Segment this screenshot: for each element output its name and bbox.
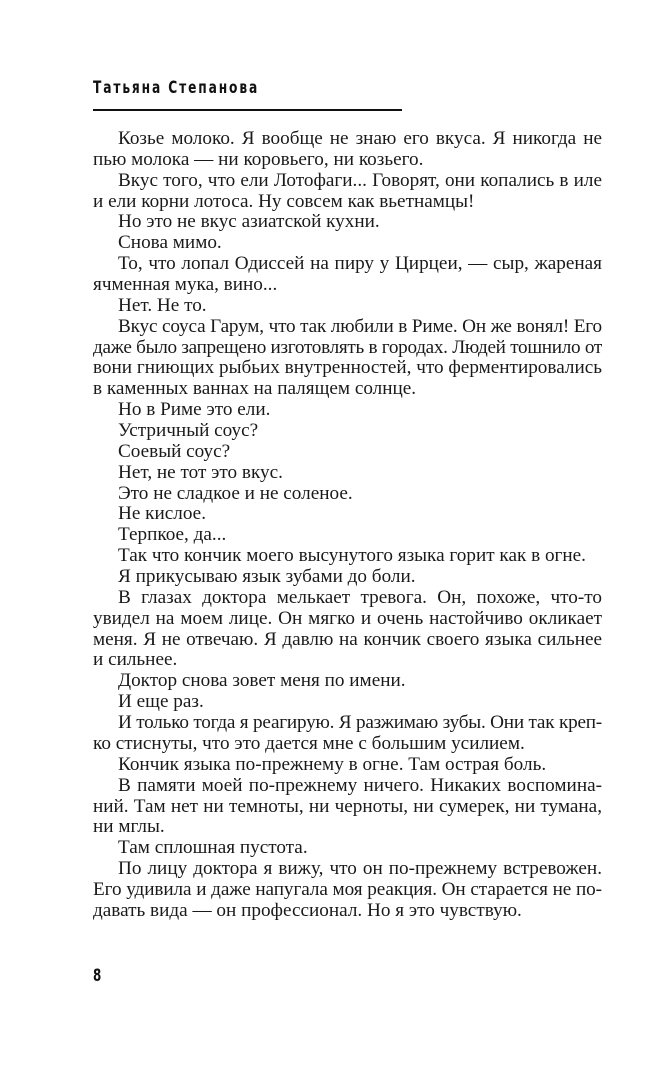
paragraph: [93, 859, 602, 922]
text-line: Нет. Не то.: [118, 294, 207, 316]
text-line: ни мглы.: [93, 816, 165, 838]
text-line-row: [93, 338, 602, 359]
text-line: Устричный соус?: [118, 420, 259, 442]
text-line-row: [93, 504, 602, 525]
text-line-row: [93, 421, 602, 442]
header-rule: [93, 109, 402, 111]
text-line: Доктор снова зовет меня по имени.: [118, 670, 406, 692]
paragraph: [93, 525, 602, 546]
text-line: Кончик языка по-прежнему в огне. Там острая боль.: [118, 753, 547, 775]
text-line: увидел на моем лице. Он мягко и очень настойчиво окликает: [93, 607, 602, 629]
text-line: Его удивила и даже напугала моя реакция. Он старается не по-: [93, 878, 602, 900]
paragraph: [93, 212, 602, 233]
text-line-row: [93, 379, 602, 400]
paragraph: [93, 713, 602, 755]
text-line: Козье молоко. Я вообще не знаю его вкуса. Я никогда не: [118, 128, 602, 149]
page-body: [93, 129, 602, 922]
text-line: ко стиснуты, что это дается мне с большим усилием.: [93, 732, 525, 754]
text-line-row: [93, 734, 602, 755]
text-line-row: [93, 901, 602, 922]
text-line: Это не сладкое и не соленое.: [118, 482, 353, 504]
text-line-row: [93, 484, 602, 505]
text-line: меня. Я не отвечаю. Я давлю на кончик своего языка сильнее: [93, 628, 602, 650]
text-line-row: [93, 755, 602, 776]
paragraph: [93, 233, 602, 254]
text-line-row: [93, 129, 602, 150]
text-line-row: [93, 567, 602, 588]
text-line-row: [93, 609, 602, 630]
text-line: В памяти моей по-прежнему ничего. Никаких воспомина-: [118, 774, 602, 796]
paragraph: [93, 254, 602, 296]
page-number: 8: [93, 966, 102, 986]
paragraph: [93, 400, 602, 421]
text-line: ний. Там нет ни темноты, ни черноты, ни сумерек, ни тумана,: [93, 795, 602, 817]
paragraph: [93, 421, 602, 442]
text-line: Но в Риме это ели.: [118, 399, 271, 421]
text-line-row: [93, 713, 602, 734]
paragraph: [93, 671, 602, 692]
text-line: Так что кончик моего высунутого языка горит как в огне.: [118, 545, 586, 567]
paragraph: [93, 776, 602, 839]
text-line: По лицу доктора я вижу, что он по-прежнему встревожен.: [118, 858, 602, 880]
text-line: давать вида — он профессионал. Но я это чувствую.: [93, 899, 522, 921]
text-line-row: [93, 671, 602, 692]
text-line: вони гниющих рыбьих внутренностей, что ферментировались: [93, 357, 602, 379]
text-line-row: [93, 171, 602, 192]
paragraph: [93, 692, 602, 713]
text-line-row: [93, 296, 602, 317]
text-line-row: [93, 317, 602, 338]
text-line: и сильнее.: [93, 649, 178, 671]
text-line-row: [93, 150, 602, 171]
paragraph: [93, 546, 602, 567]
paragraph: [93, 755, 602, 776]
text-line: даже было запрещено изготовлять в городах. Людей тошнило от: [93, 336, 602, 358]
text-line: В глазах доктора мелькает тревога. Он, похоже, что-то: [118, 586, 602, 608]
text-line-row: [93, 817, 602, 838]
text-line: Соевый соус?: [118, 440, 231, 462]
paragraph: [93, 442, 602, 463]
text-line: Не кислое.: [118, 503, 206, 525]
paragraph: [93, 504, 602, 525]
paragraph: [93, 317, 602, 400]
text-line-row: [93, 442, 602, 463]
paragraph: [93, 838, 602, 859]
text-line: Терпкое, да...: [118, 524, 227, 546]
paragraph: [93, 463, 602, 484]
text-line-row: [93, 192, 602, 213]
text-line-row: [93, 692, 602, 713]
text-line: Но это не вкус азиатской кухни.: [118, 211, 380, 233]
text-line-row: [93, 546, 602, 567]
running-header: Татьяна Степанова: [93, 78, 260, 98]
text-line: И еще раз.: [118, 691, 204, 713]
text-line-row: [93, 859, 602, 880]
text-line: То, что лопал Одиссей на пиру у Цирцеи, — сыр, жареная: [118, 253, 602, 275]
text-line-row: [93, 400, 602, 421]
text-line-row: [93, 797, 602, 818]
paragraph: [93, 171, 602, 213]
text-line-row: [93, 275, 602, 296]
text-line-row: [93, 838, 602, 859]
text-line-row: [93, 463, 602, 484]
paragraph: [93, 296, 602, 317]
text-line: Вкус соуса Гарум, что так любили в Риме. Он же вонял! Его: [118, 315, 602, 337]
text-line: ячменная мука, вино...: [93, 274, 278, 296]
paragraph: [93, 588, 602, 671]
text-line-row: [93, 233, 602, 254]
text-line: Вкус того, что ели Лотофаги... Говорят, они копались в иле: [118, 169, 602, 191]
text-line-row: [93, 880, 602, 901]
paragraph: [93, 567, 602, 588]
text-line: И только тогда я реагирую. Я разжимаю зубы. Они так креп-: [118, 712, 602, 734]
text-line: и ели корни лотоса. Ну совсем как вьетнамцы!: [93, 190, 475, 212]
text-line-row: [93, 212, 602, 233]
text-line: пью молока — ни коровьего, ни козьего.: [93, 148, 424, 170]
text-line-row: [93, 776, 602, 797]
text-line: Я прикусываю язык зубами до боли.: [118, 566, 416, 588]
paragraph: [93, 484, 602, 505]
text-line: Там сплошная пустота.: [118, 837, 308, 859]
text-line: Нет, не тот это вкус.: [118, 461, 283, 483]
text-line-row: [93, 630, 602, 651]
paragraph: [93, 129, 602, 171]
text-line: в каменных ваннах на палящем солнце.: [93, 378, 417, 400]
text-line-row: [93, 588, 602, 609]
text-line: Снова мимо.: [118, 232, 222, 254]
text-line-row: [93, 254, 602, 275]
text-line-row: [93, 525, 602, 546]
text-line-row: [93, 358, 602, 379]
text-line-row: [93, 650, 602, 671]
